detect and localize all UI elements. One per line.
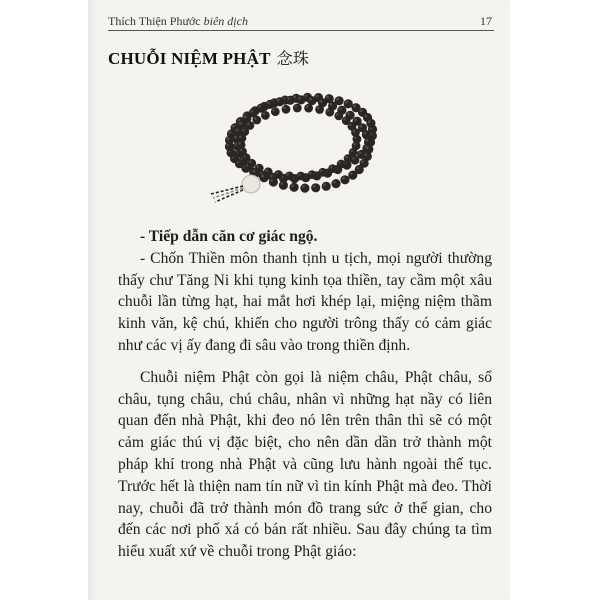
bead-highlight	[267, 101, 270, 104]
bead-highlight	[333, 181, 336, 184]
bead-highlight	[250, 110, 253, 113]
bead-highlight	[353, 105, 356, 108]
bead	[252, 116, 261, 125]
bead-highlight	[276, 172, 279, 175]
bead	[296, 172, 305, 181]
bead	[290, 183, 299, 192]
bead	[337, 160, 346, 169]
bead-highlight	[350, 150, 353, 153]
bead-highlight	[295, 105, 298, 108]
bead-highlight	[306, 105, 309, 108]
bead-highlight	[254, 117, 257, 120]
header-author	[108, 14, 248, 29]
guru-bead	[242, 175, 260, 193]
bead	[328, 164, 337, 173]
bead-highlight	[365, 115, 368, 118]
bead-highlight	[313, 185, 316, 188]
bead-highlight	[342, 177, 345, 180]
bead-highlight	[336, 98, 339, 101]
bead-highlight	[309, 172, 312, 175]
bead	[275, 97, 284, 106]
bead	[325, 108, 334, 117]
bead	[318, 168, 327, 177]
bead	[322, 182, 331, 191]
chapter-title-main: CHUỖI NIỆM PHẬT	[108, 49, 271, 68]
bead-highlight	[359, 151, 362, 154]
body-text	[118, 226, 492, 563]
paragraph-1: - Chốn Thiền môn thanh tịnh u tịch, mọi người thường thấy chư Tăng Ni khi tụng kinh tọa thiền, tay cầm một xâu chuỗi lần từng hạt, hai mắt hơi khép lại, miệng niệm thầm kinh văn, kệ chú, khiến cho người trông thấy có cảm giác như các vị ấy đang đi sâu vào trong thiền định.	[118, 249, 492, 354]
prayer-beads-image	[203, 76, 393, 216]
bead-highlight	[320, 100, 323, 103]
bead-highlight	[317, 107, 320, 110]
running-header	[108, 10, 494, 32]
bead-highlight	[345, 156, 348, 159]
bead	[340, 175, 349, 184]
bead-highlight	[244, 116, 247, 119]
bead	[255, 164, 264, 173]
bead	[364, 137, 373, 146]
bead	[351, 128, 360, 137]
chapter-title	[108, 46, 309, 69]
bead-highlight	[366, 139, 369, 142]
bead	[308, 170, 317, 179]
bead	[279, 181, 288, 190]
bead	[285, 172, 294, 181]
bead	[300, 184, 309, 193]
header-author-name: Thích Thiện Phước	[108, 14, 201, 28]
bead-highlight	[361, 160, 364, 163]
bead	[304, 104, 313, 113]
bead-highlight	[239, 122, 242, 125]
bead-highlight	[316, 95, 319, 98]
bead-highlight	[360, 125, 363, 128]
bead	[334, 112, 343, 121]
bead	[311, 183, 320, 192]
bead-highlight	[249, 160, 252, 163]
bead-highlight	[363, 132, 366, 135]
bead-highlight	[364, 153, 367, 156]
bead-highlight	[270, 179, 273, 182]
bead-highlight	[232, 125, 235, 128]
bead-highlight	[327, 109, 330, 112]
bead-highlight	[368, 120, 371, 123]
bead-highlight	[298, 173, 301, 176]
bead-highlight	[256, 165, 259, 168]
bead-highlight	[360, 109, 363, 112]
bead-highlight	[326, 96, 329, 99]
bead-highlight	[265, 169, 268, 172]
bead-highlight	[302, 185, 305, 188]
bead-highlight	[320, 169, 323, 172]
bead-highlight	[298, 97, 301, 100]
bead-highlight	[309, 98, 312, 101]
bead-highlight	[338, 161, 341, 164]
bead	[344, 154, 353, 163]
bead	[331, 179, 340, 188]
bead	[315, 105, 324, 114]
bead	[264, 167, 273, 176]
bead	[246, 121, 255, 130]
bead-highlight	[247, 123, 250, 126]
bead-highlight	[353, 143, 356, 146]
bead	[271, 107, 280, 116]
bead-highlight	[253, 170, 256, 173]
bead-highlight	[349, 124, 352, 127]
bead	[269, 177, 278, 186]
bead-highlight	[366, 146, 369, 149]
header-author-role: biên dịch	[203, 14, 248, 28]
bead-highlight	[304, 94, 307, 97]
bead-highlight	[263, 113, 266, 116]
bead	[265, 100, 274, 109]
bead	[293, 104, 302, 113]
bead-highlight	[356, 167, 359, 170]
chapter-title-cjk: 念珠	[276, 51, 310, 68]
bead-highlight	[258, 105, 261, 108]
bead-highlight	[336, 113, 339, 116]
bead-highlight	[350, 172, 353, 175]
bead-highlight	[229, 131, 232, 134]
bead-highlight	[234, 136, 237, 139]
book-page	[88, 0, 510, 600]
bead	[274, 170, 283, 179]
bead-highlight	[287, 173, 290, 176]
bead-highlight	[287, 97, 290, 100]
bead-highlight	[291, 184, 294, 187]
bead	[348, 171, 357, 180]
header-divider	[108, 30, 494, 31]
bead-highlight	[261, 175, 264, 178]
bead	[261, 111, 270, 120]
paragraph-2: Chuỗi niệm Phật còn gọi là niệm châu, Phật châu, sổ châu, tụng châu, chú châu, nhân vì những hạt nầy có liên quan đến nhà Phật, khi đeo nó lên trên thân thì sẽ có một cảm giác thú vị đặc biệt, cho nên dần dần trở thành một pháp khí trong nhà Phật và cũng lưu hành ngoài thế tục. Trước hết là thiện nam tín nữ vì tin kính Phật mà đeo. Thời nay, chuỗi đã trở thành món đồ trang sức ở thế gian, cho đến các nơi phố xá có bán rất nhiều. Sau đây chúng ta tìm hiểu xuất xứ về chuỗi trong Phật giáo:	[118, 368, 492, 561]
section-heading: - Tiếp dẫn căn cơ giác ngộ.	[140, 228, 318, 245]
bead-highlight	[330, 103, 333, 106]
bead-highlight	[277, 99, 280, 102]
bead-highlight	[354, 118, 357, 121]
page-number: 17	[480, 14, 492, 28]
bead-highlight	[345, 101, 348, 104]
bead-highlight	[272, 109, 275, 112]
bead-highlight	[347, 112, 350, 115]
bead-highlight	[280, 182, 283, 185]
bead	[297, 95, 306, 104]
prayer-beads-icon	[203, 76, 393, 216]
bead-highlight	[239, 135, 242, 138]
bead-highlight	[323, 183, 326, 186]
bead-highlight	[343, 118, 346, 121]
bead-highlight	[353, 130, 356, 133]
bead-highlight	[238, 142, 241, 145]
bead	[282, 105, 291, 114]
bead	[366, 119, 375, 128]
bead-highlight	[330, 166, 333, 169]
bead-highlight	[242, 129, 245, 132]
bead	[286, 96, 295, 105]
bead-highlight	[236, 129, 239, 132]
bead-highlight	[339, 107, 342, 110]
bead-highlight	[283, 106, 286, 109]
